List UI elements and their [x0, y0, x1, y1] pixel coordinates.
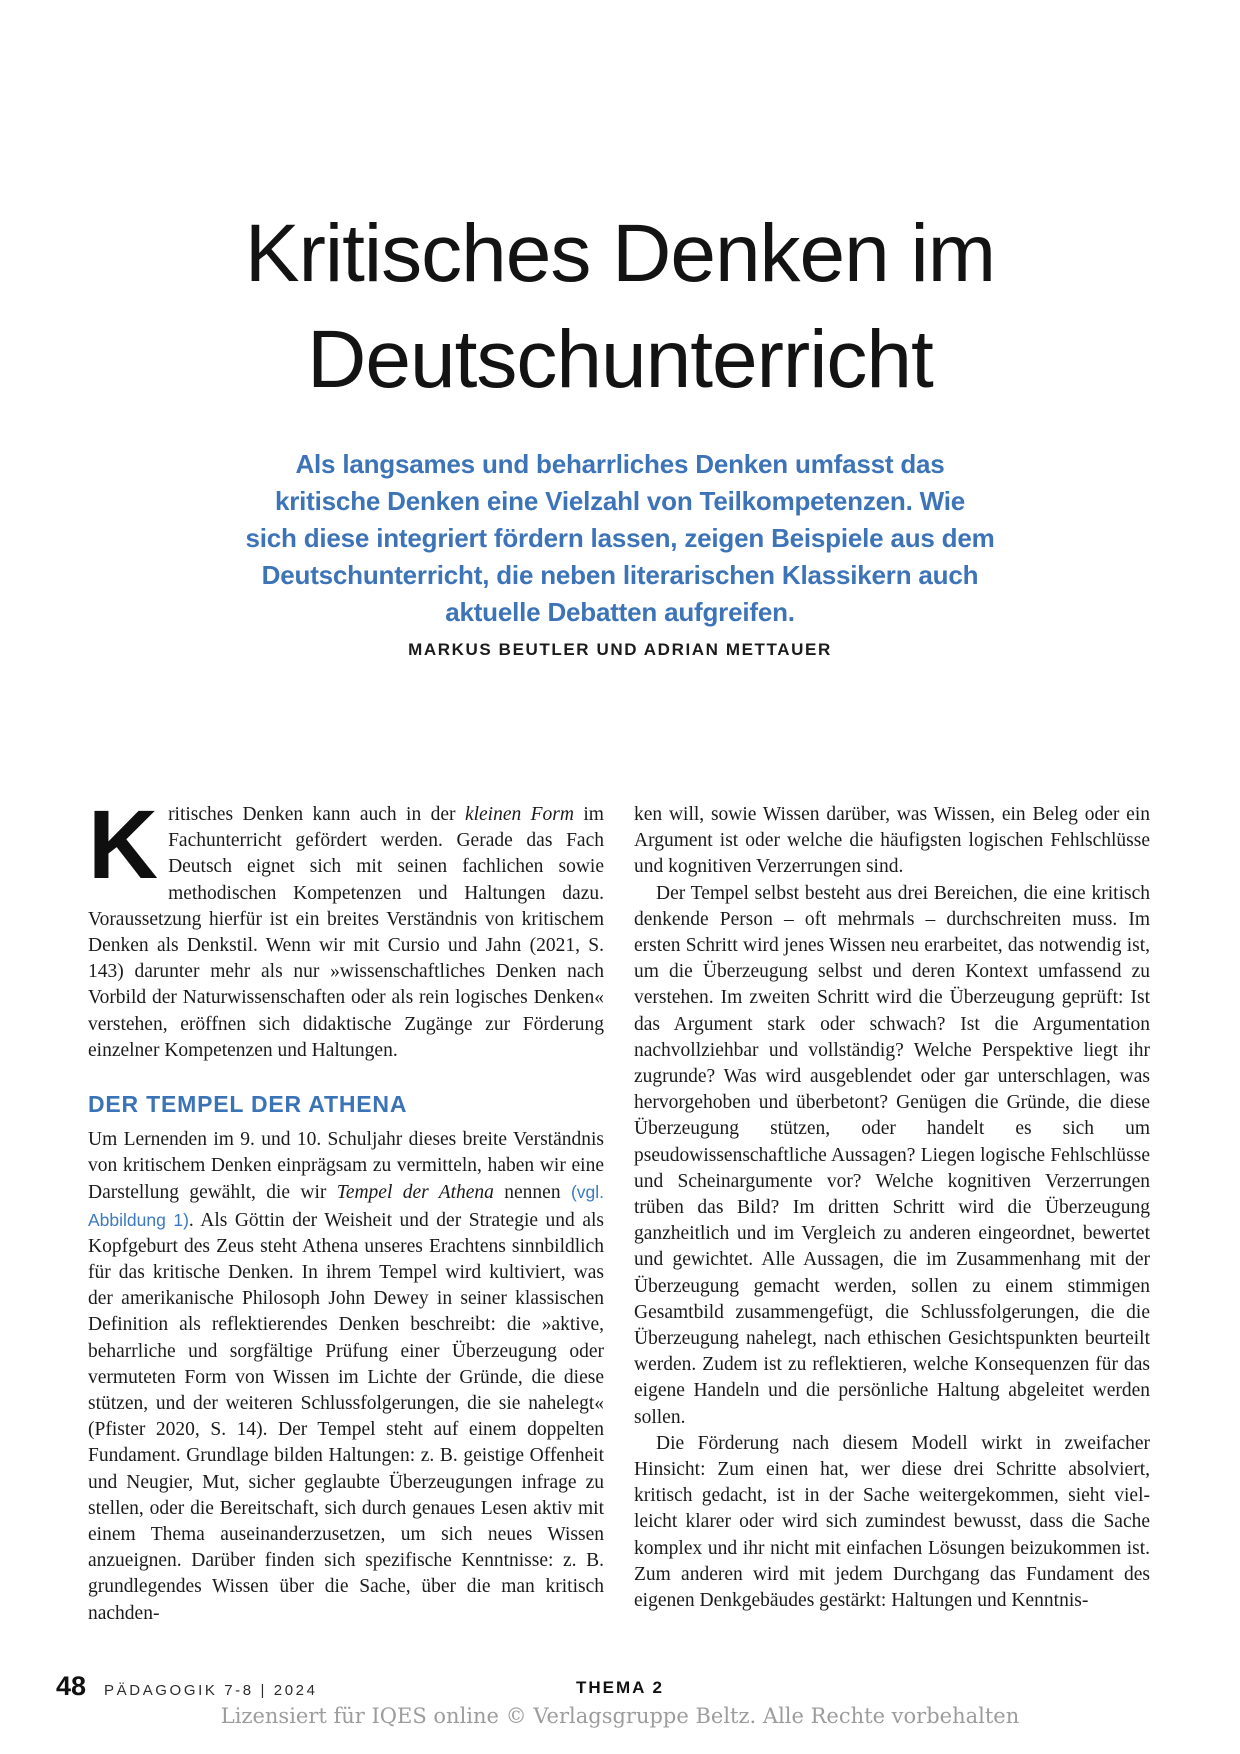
text-run: Um Lernenden im 9. und 10. Schuljahr dieses breite Verständnis von kritischem Denken einprägsam zu vermitteln, haben wir eine Darstellung gewählt, die wir [88, 1129, 604, 1204]
lede-line: Als langsames und beharrliches Denken umfasst das [295, 449, 945, 479]
body-paragraph [634, 1431, 1150, 1614]
text-run: Die Förderung nach diesem Modell wirkt in zweifacher Hinsicht: Zum einen hat, wer diese drei Schritte absolviert, kritisch gedacht, ist in der Sache weitergekommen, sieht vielleicht klarer oder wird sich zumindest bewusst, dass die Sache komplex und ihr nicht mit einfachen Lösungen beizukommen ist. Zum anderen wird mit jedem Durchgang das Fundament des eigenen Denkgebäudes gestärkt: Haltungen und Kenntnis- [634, 1432, 1150, 1612]
italic-phrase: Tempel der Athena [336, 1182, 494, 1204]
body-paragraph [634, 802, 1150, 881]
drop-cap: K [88, 790, 159, 899]
section-heading: DER TEMPEL DER ATHENA [88, 1091, 408, 1118]
lede-line: aktuelle Debatten aufgreifen. [445, 597, 795, 627]
lede-line: Deutschunterricht, die neben literarischen Klassikern auch [261, 560, 979, 590]
article-authors: MARKUS BEUTLER UND ADRIAN METTAUER [408, 640, 832, 659]
article-body [88, 790, 1150, 1627]
italic-phrase: kleinen Form [464, 804, 574, 825]
text-run: nennen [493, 1182, 571, 1204]
article-column-right [634, 802, 1150, 1627]
article-column-left [88, 790, 604, 1627]
text-run: ritisches Denken kann auch in der [168, 804, 465, 825]
license-notice: Lizensiert für IQES online © Verlagsgruppe Beltz. Alle Rechte vorbehalten [220, 1704, 1020, 1728]
page-title-line-1: Kritisches Denken im [244, 207, 996, 299]
article-lede [160, 446, 1080, 631]
text-run: im Fachunterricht gefördert werden. Gerade das Fach Deutsch eignet sich mit seinen fachlichen sowie methodischen Kompetenzen und Haltungen dazu. Voraussetzung hierfür ist ein breites Verständnis von kritischem Denken als Denkstil. Wenn wir mit Cursio und Jahn (2021, S. 143) darunter mehr als nur »wissenschaftliches Denken nach Vorbild der Naturwissenschaften oder als rein logisches Denken« verstehen, eröffnen sich didaktische Zugänge zur Förderung einzelner Kompetenzen und Haltungen. [88, 804, 604, 1061]
text-run: . Als Göttin der Weisheit und der Strategie und als Kopfgeburt des Zeus steht Athena unseres Erachtens sinnbildlich für das kritische Denken. In ihrem Tempel wird kultiviert, was der amerikanische Philosoph John Dewey in seiner klassischen Definition als reflektierendes Denken beschreibt: die »aktive, beharrliche und sorgfältige Prüfung einer Überzeugung oder vermuteten Form von Wissen im Lichte der Gründe, die diese stützen, und der weiteren Schlussfolgerungen, die sie nahelegt« (Pfister 2020, S. 14). Der Tempel steht auf einem doppelten Fundament. Grundlage bilden Haltungen: z. B. geistige Offenheit und Neugier, Mut, sicher geglaubte Überzeugungen infrage zu stellen, oder die Bereitschaft, sich durch genaues Lesen aktiv mit einem Thema auseinanderzusetzen, um sich neues Wissen anzueignen. Darüber finden sich spezifische Kenntnisse: z. B. grundlegendes Wissen über die Sache, über die man kritisch nachden- [88, 1209, 604, 1624]
body-paragraph [88, 790, 604, 1064]
body-paragraph [634, 881, 1150, 1431]
lede-line: sich diese integriert fördern lassen, zeigen Beispiele aus dem [245, 523, 995, 553]
journal-name: PÄDAGOGIK 7-8 | 2024 [104, 1682, 318, 1699]
section-label: THEMA 2 [576, 1678, 664, 1697]
lede-line: kritische Denken eine Vielzahl von Teilkompetenzen. Wie [274, 486, 966, 516]
text-run: Der Tempel selbst besteht aus drei Bereichen, die eine kritisch denkende Person – oft mehrmals – durchschreiten muss. Im ersten Schritt wird jenes Wissen neu erarbeitet, das notwendig ist, um die Überzeugung selbst und deren Kontext umfassend zu verstehen. Im zweiten Schritt wird die Überzeugung geprüft: Ist das Argument stark oder schwach? Ist die Argumentation nachvollziehbar und vollständig? Welche Perspektive liegt ihr zugrunde? Was wird ausgeblendet oder gar unterschlagen, was hervorgehoben und überbetont? Genügen die Gründe, die diese Überzeugung stützen, oder handelt es sich um pseudowissenschaftliche Aussagen? Liegen logische Fehlschlüsse und Scheinargumente vor? Welche kognitiven Verzerrungen trüben das Bild? Im dritten Schritt wird die Überzeugung ganzheitlich und im Vergleich zu anderen eingeordnet, bewertet und gewichtet. Alle Aussagen, die im Zusammenhang mit der Überzeugung gemacht werden, sollen zu einem stimmigen Gesamtbild zusammengefügt, die Schlussfolgerungen, die die Überzeugung nahelegt, nach ethischen Gesichtspunkten beurteilt werden. Zudem ist zu reflektieren, welche Konsequenzen für das eigene Handeln und die persönliche Haltung abgeleitet werden sollen. [634, 882, 1150, 1428]
page-title [0, 201, 1240, 413]
page-number: 48 [56, 1671, 87, 1701]
text-run: ken will, sowie Wissen darüber, was Wissen, ein Beleg oder ein Argument ist oder welche die häufigsten logischen Fehlschlüsse und kognitiven Verzerrungen sind. [634, 804, 1150, 878]
page-title-line-2: Deutschunterricht [307, 313, 933, 405]
body-paragraph [88, 1127, 604, 1627]
figure-reference-link[interactable]: (vgl. Abbildung 1) [88, 1182, 604, 1230]
